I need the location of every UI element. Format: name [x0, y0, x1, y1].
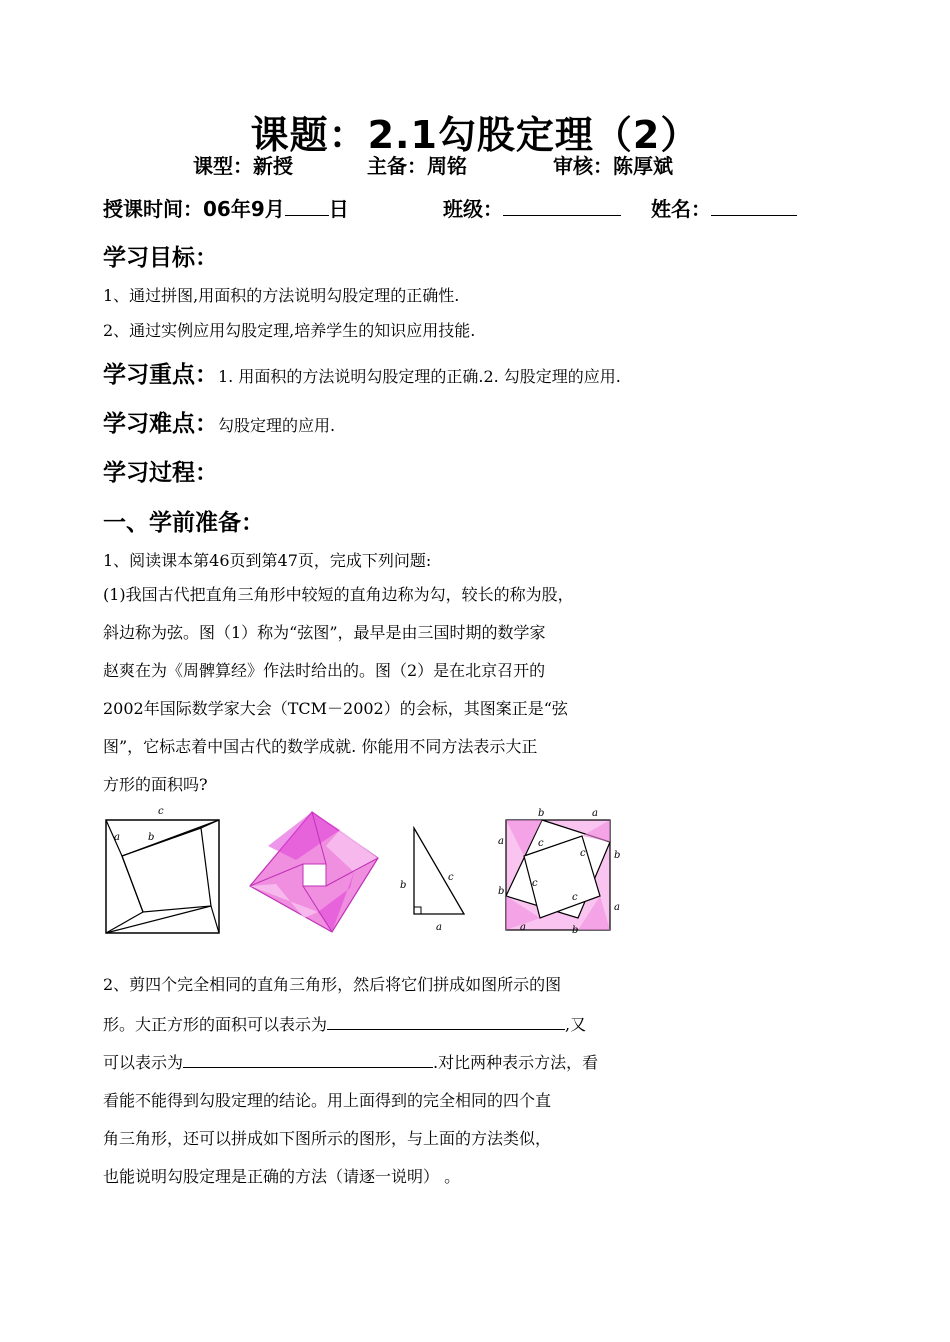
process-heading: 学习过程： [103, 460, 218, 486]
figures-row [100, 800, 640, 940]
fig4-label-b-bottom: b [572, 925, 579, 936]
area-blank-2[interactable] [183, 1047, 433, 1068]
q1-intro: 1、阅读课本第46页到第47页，完成下列问题: [103, 551, 432, 570]
fig4-label-b-top: b [538, 808, 545, 819]
q2-line-2 [103, 1006, 586, 1044]
q1-line-2: 斜边称为弦。图（1）称为“弦图”，最早是由三国时期的数学家 [103, 623, 546, 642]
lesson-time-prefix: 授课时间：06年9月 [103, 197, 285, 221]
fig4-label-b-left: b [498, 886, 505, 897]
q2-line-2a: 形。大正方形的面积可以表示为 [103, 1015, 328, 1034]
fig3-label-c: c [448, 872, 454, 883]
fig4-label-a-bottom: a [520, 922, 526, 933]
lesson-time-suffix: 日 [328, 197, 349, 221]
name-label: 姓名： [651, 197, 711, 221]
fig4-label-c-2: c [580, 848, 586, 859]
area-blank-1[interactable] [327, 1009, 565, 1030]
fig4-label-b-right: b [614, 850, 621, 861]
lesson-type: 课型：新授 [193, 154, 293, 178]
q1-line-3: 赵爽在为《周髀算经》作法时给出的。图（2）是在北京召开的 [103, 661, 546, 680]
q2-line-3a: 可以表示为 [103, 1053, 184, 1072]
q1-line-5: 图”，它标志着中国古代的数学成就. 你能用不同方法表示大正 [103, 737, 538, 756]
fig1-label-b: b [148, 832, 155, 843]
q2-line-3 [103, 1044, 598, 1082]
q1-line-6: 方形的面积吗? [103, 775, 208, 794]
figure-3-right-triangle [400, 828, 464, 933]
figure-2-icm-emblem [250, 812, 378, 932]
fig4-label-c-4: c [572, 892, 578, 903]
class-blank[interactable] [503, 197, 621, 216]
fig4-label-a-left: a [498, 836, 504, 847]
class-field [443, 193, 621, 222]
q2-line-2b: ,又 [565, 1015, 587, 1034]
q1-line-4: 2002年国际数学家大会（TCM－2002）的会标，其图案正是“弦 [103, 699, 568, 718]
fig1-label-a: a [114, 832, 120, 843]
lesson-reviewer: 审核：陈厚斌 [553, 154, 673, 178]
focus-text: 1. 用面积的方法说明勾股定理的正确.2. 勾股定理的应用. [218, 367, 621, 386]
focus-section [103, 356, 621, 389]
fig3-label-a: a [436, 922, 442, 933]
fig4-label-c-3: c [532, 878, 538, 889]
lesson-author: 主备：周铭 [367, 154, 467, 178]
fig4-label-c-1: c [538, 838, 544, 849]
q2-line-4: 看能不能得到勾股定理的结论。用上面得到的完全相同的四个直 [103, 1091, 552, 1110]
difficulty-heading: 学习难点： [103, 411, 218, 437]
fig3-label-b: b [400, 880, 407, 891]
difficulty-text: 勾股定理的应用. [218, 416, 336, 435]
fig4-label-a-right: a [614, 902, 620, 913]
q2-line-1: 2、剪四个完全相同的直角三角形，然后将它们拼成如图所示的图 [103, 975, 562, 994]
lesson-time [103, 193, 349, 222]
day-blank[interactable] [285, 197, 329, 216]
fig4-label-a-top: a [592, 808, 598, 819]
goals-heading: 学习目标： [103, 245, 218, 271]
goal-item-1: 1、通过拼图,用面积的方法说明勾股定理的正确性. [103, 286, 460, 305]
figure-4-pink-square [498, 808, 620, 936]
goal-item-2: 2、通过实例应用勾股定理,培养学生的知识应用技能. [103, 321, 476, 340]
prep-heading: 一、学前准备： [103, 510, 264, 536]
q2-line-3b: .对比两种表示方法，看 [433, 1053, 599, 1072]
class-label: 班级： [443, 197, 503, 221]
figure-1-chord-diagram [106, 806, 219, 933]
difficulty-section [103, 405, 335, 438]
page-title: 课题：2.1勾股定理（2） [250, 113, 700, 157]
q2-line-6: 也能说明勾股定理是正确的方法（请逐一说明） 。 [103, 1167, 461, 1186]
q2-line-5: 角三角形，还可以拼成如下图所示的图形，与上面的方法类似， [103, 1129, 552, 1148]
fig1-label-c: c [158, 806, 164, 817]
name-field [651, 193, 797, 222]
focus-heading: 学习重点： [103, 362, 218, 388]
name-blank[interactable] [711, 197, 797, 216]
q1-line-1: (1)我国古代把直角三角形中较短的直角边称为勾，较长的称为股， [103, 585, 574, 604]
